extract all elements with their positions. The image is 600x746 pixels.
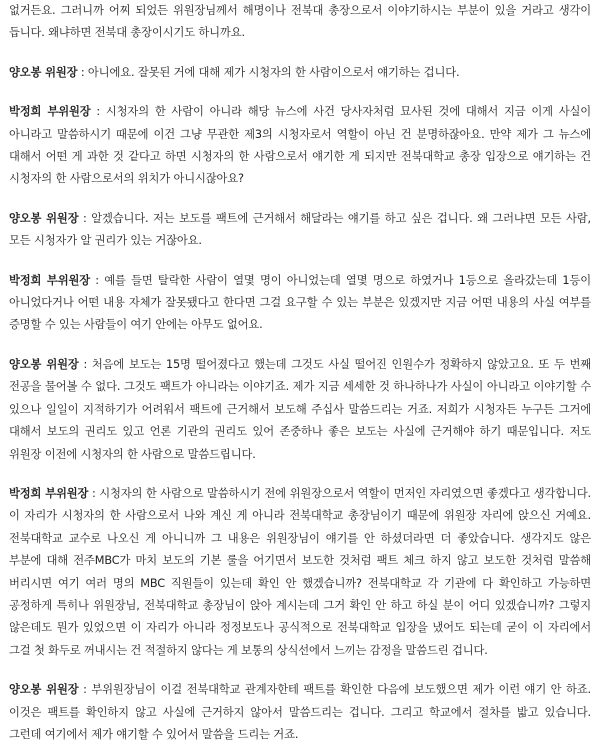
transcript-paragraph	[9, 62, 591, 84]
transcript-paragraph	[9, 270, 591, 337]
paragraph-text: : 시청자의 한 사람으로 말씀하시기 전에 위원장으로서 역할이 먼저인 자리였으면 좋겠다고 생각합니다. 이 자리가 시청자의 한 사람으로서 나와 계신 게 아니라 전북대학교 총장님이기 때문에 위원장 자리에 앉으신 거예요. 전북대학교 교수로 나오신 게 아니니까 그 내용은 위원장님이 얘기를 안 하셨더라면 더 좋았습니다. 생각지도 않은 부분에 대해 전주MBC가 마치 보도의 기본 룰을 어기면서 보도한 것처럼 팩트 체크 하지 않고 보도한 것처럼 말씀해 버리시면 여기 여러 명의 MBC 직원들이 있는데 확인 안 했겠습니까? 전북대학교 각 기관에 다 확인하고 가능하면 공정하게 특히나 위원장님, 전북대학교 총장님이 앉아 계시는데 그거 확인 안 하고 하실 분이 어디 있겠습니까? 그렇지 않은데도 뭔가 있었으면 이 자리가 아니라 정정보도나 공식적으로 전북대학교 입장을 냈어도 되는데 굳이 이 자리에서 그걸 첫 화두로 꺼내시는 건 적절하지 않다는 게 보통의 상식선에서 느끼는 감정을 말씀드린 겁니다.	[9, 486, 591, 657]
paragraph-text: : 예를 들면 탈락한 사람이 열몇 명이 아니었는데 열몇 명으로 하였거나 1등으로 올라갔는데 1등이 아니었다거나 어떤 내용 자체가 잘못됐다고 한다면 그걸 요구할 수 있는 부분은 있겠지만 지금 어떤 내용의 사실 여부를 증명할 수 있는 사람들이 여기 안에는 아무도 없어요.	[9, 273, 591, 332]
speaker-name: 양오봉 위원장	[9, 65, 78, 79]
transcript-paragraph	[9, 208, 591, 253]
transcript-paragraph	[9, 354, 591, 466]
paragraph-text: : 시청자의 한 사람이 아니라 해당 뉴스에 사건 당사자처럼 묘사된 것에 대해서 지금 이게 사실이 아니라고 말씀하시기 때문에 이건 그냥 무관한 제3의 시청자로서 역할이 아닌 건 분명하잖아요. 만약 제가 그 뉴스에 대해서 어떤 게 과한 것 같다고 하면 시청자의 한 사람으로서 얘기한 게 되지만 전북대학교 총장 입장으로 얘기하는 건 시청자의 한 사람으로서의 위치가 아니시잖아요?	[9, 105, 592, 186]
transcript-paragraph	[9, 483, 591, 662]
transcript-paragraph	[9, 101, 591, 191]
paragraph-text: : 아니에요. 잘못된 거에 대해 제가 시청자의 한 사람이으로서 얘기하는 겁니다.	[77, 65, 460, 79]
speaker-name: 양오봉 위원장	[9, 683, 79, 697]
transcript-paragraph	[9, 0, 591, 45]
paragraph-text: 없거든요. 그러니까 어찌 되었든 위원장님께서 해명이나 전북대 총장으로서 이야기하시는 부분이 있을 거라고 생각이 듭니다. 왜냐하면 전북대 총장이시기도 하니까요.	[9, 4, 591, 40]
speaker-name: 박정희 부위원장	[9, 105, 91, 119]
speaker-name: 양오봉 위원장	[9, 211, 79, 225]
speaker-name: 박정희 부위원장	[9, 273, 90, 287]
paragraph-text: : 부위원장님이 이걸 전북대학교 관계자한테 팩트를 확인한 다음에 보도했으면 제가 이런 얘기 안 하죠. 이것은 팩트를 확인하지 않고 사실에 근거하지 않아서 말씀드리는 겁니다. 그리고 학교에서 절차를 밟고 있습니다. 그런데 여기에서 제가 얘기할 수 있어서 말씀을 드리는 거죠.	[9, 683, 591, 741]
paragraph-text: : 알겠습니다. 저는 보도를 팩트에 근거해서 해달라는 얘기를 하고 싶은 겁니다. 왜 그러냐면 모든 사람, 모든 시청자가 알 권리가 있는 거잖아요.	[9, 211, 591, 248]
paragraph-text: : 처음에 보도는 15명 떨어졌다고 했는데 그것도 사실 떨어진 인원수가 정확하지 않았고요. 또 두 번째 전공을 물어볼 수 없다. 그것도 팩트가 아니라는 이야기죠. 제가 지금 세세한 것 하나하나가 사실이 아니라고 이야기할 수 있으나 일일이 지적하기가 어려워서 팩트에 근거해서 보도해 주십사 말씀드리는 거죠. 저희가 시청자든 누구든 그거에 대해서 보도의 권리도 있고 언론 기관의 권리도 있어 존중하나 좋은 보도는 사실에 근거해야 하기 때문입니다. 저도 위원장 이전에 시청자의 한 사람으로 말씀드립니다.	[9, 357, 591, 461]
transcript-paragraph	[9, 679, 591, 746]
speaker-name: 양오봉 위원장	[9, 357, 79, 371]
speaker-name: 박정희 부위원장	[9, 486, 89, 500]
